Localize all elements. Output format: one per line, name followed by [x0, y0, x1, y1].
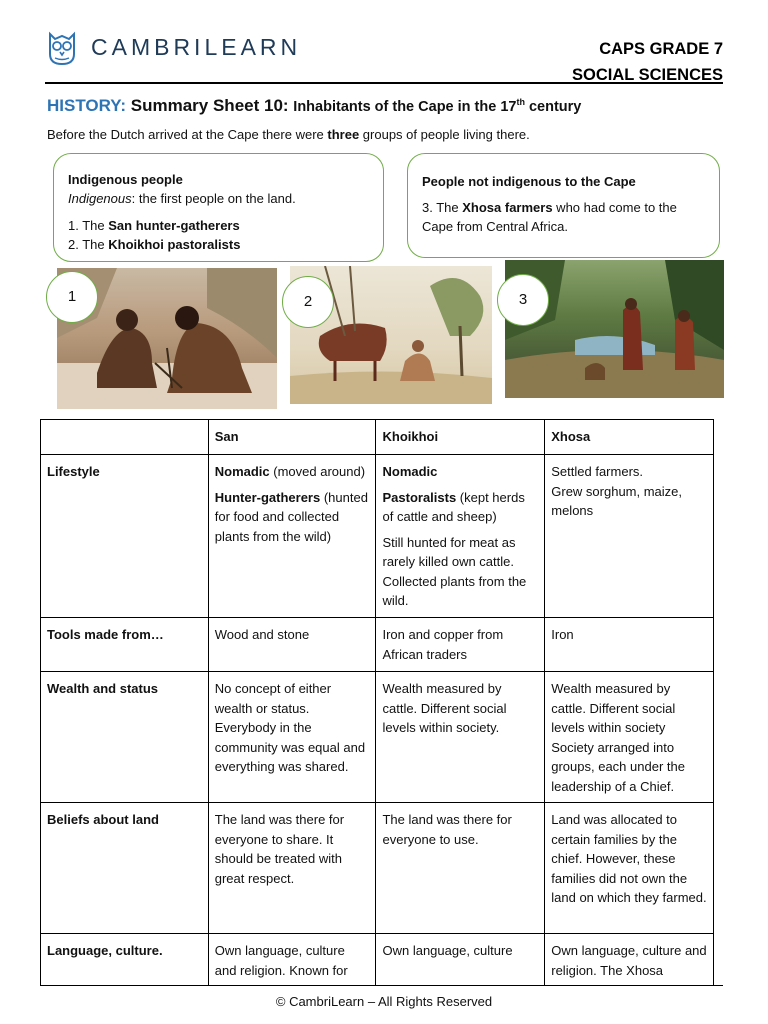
cell-text: Grew sorghum, maize, melons [551, 483, 683, 518]
row-label: Wealth and status [41, 672, 209, 803]
row-label: Lifestyle [41, 455, 209, 618]
definition-term: Indigenous [68, 191, 132, 206]
subject-label: SOCIAL SCIENCES [572, 66, 723, 84]
page-header [45, 26, 723, 84]
indigenous-box [53, 153, 384, 262]
row-label: Language, culture. [41, 934, 209, 986]
table-row [41, 803, 714, 934]
table-cell: The land was there for everyone to use. [376, 803, 545, 934]
list-item-bold: Khoikhoi pastoralists [108, 237, 241, 252]
table-cell: No concept of either wealth or status. Everybody in the community was equal and everything was shared. [208, 672, 376, 803]
list-item-continued: Cape from Central Africa. [422, 219, 568, 234]
cell-text: (moved around) [269, 464, 366, 479]
table-cell: Iron [545, 618, 714, 672]
table-cell [208, 455, 376, 618]
indigenous-definition [68, 191, 296, 206]
header-cell-xhosa: Xhosa [545, 420, 714, 455]
intro-bold: three [327, 127, 360, 142]
photo-label-2: 2 [282, 276, 334, 328]
title-sup: th [516, 97, 525, 108]
cell-text: Settled farmers. [551, 464, 644, 479]
photo-label-3: 3 [497, 274, 549, 326]
non-indigenous-box [407, 153, 720, 258]
cell-bold: Nomadic [214, 464, 270, 479]
table-cell: Wealth measured by cattle. Different social levels within society Society arranged into groups, each under the leadership of a Chief. [545, 672, 714, 803]
list-item-text: who had come to the [552, 200, 677, 215]
table-row [41, 672, 714, 803]
cell-text: Still hunted for meat as rarely killed own cattle. Collected plants from the wild. [382, 534, 527, 608]
title-sub-text: Inhabitants of the Cape in the 17 [293, 99, 517, 115]
table-cell: Land was allocated to certain families by the chief. However, these families did not own the land on which they farmed. [545, 803, 714, 934]
table-cell: Own language, culture [376, 934, 545, 986]
cell-bold: Hunter-gatherers [214, 489, 321, 505]
list-item-prefix: 2. The [68, 237, 109, 252]
comparison-table [40, 419, 714, 986]
intro-after: groups of people living there. [359, 127, 530, 142]
list-item-prefix: 3. The [422, 200, 463, 215]
list-item-bold: San hunter-gatherers [108, 218, 240, 233]
title-prefix: HISTORY: [47, 96, 127, 115]
intro-before: Before the Dutch arrived at the Cape there were [47, 127, 328, 142]
table-cell: Wealth measured by cattle. Different social levels within society. [376, 672, 545, 803]
grade-block [572, 36, 723, 88]
cell-text: (hunted for food and collected plants from the wild) [214, 489, 368, 544]
intro-text [47, 127, 530, 142]
list-item [422, 200, 677, 215]
list-item [68, 237, 240, 252]
table-cell: Own language, culture and religion. Known for [208, 934, 376, 986]
non-indigenous-heading-text: People not indigenous to the Cape [422, 174, 636, 189]
title-sub [293, 99, 581, 115]
definition-text: : the first people on the land. [131, 191, 296, 206]
list-item-prefix: 1. The [68, 218, 109, 233]
cell-bold: Nomadic [382, 464, 438, 479]
table-cell [376, 455, 545, 618]
table-row [41, 455, 714, 618]
indigenous-heading-text: Indigenous people [68, 172, 183, 187]
header-cell-empty [41, 420, 209, 455]
table-cell [545, 455, 714, 618]
list-item [68, 218, 240, 233]
list-item-bold: Xhosa farmers [462, 200, 553, 215]
header-cell-khoikhoi: Khoikhoi [376, 420, 545, 455]
brand-logo [45, 28, 301, 66]
non-indigenous-heading [422, 174, 636, 189]
grade-label: CAPS GRADE 7 [599, 40, 723, 58]
table-row [41, 618, 714, 672]
row-label: Beliefs about land [41, 803, 209, 934]
row-label: Tools made from… [41, 618, 209, 672]
header-cell-san: San [208, 420, 376, 455]
footer-copyright: © CambriLearn – All Rights Reserved [275, 994, 493, 1009]
cell-text: (kept herds of cattle and sheep) [382, 489, 525, 524]
table-row [41, 934, 714, 986]
brand-name: CAMBRILEARN [91, 33, 302, 60]
footer-divider [45, 985, 723, 986]
title-sub-end: century [524, 99, 582, 115]
cell-bold: Pastoralists [382, 489, 457, 505]
photo-label-1: 1 [46, 271, 98, 323]
owl-icon [45, 28, 79, 66]
page-title [47, 96, 581, 116]
table-header-row [41, 420, 714, 455]
title-main: Summary Sheet 10: [130, 96, 289, 115]
table-cell: The land was there for everyone to share. It should be treated with great respect. [208, 803, 376, 934]
table-cell: Own language, culture and religion. The Xhosa [545, 934, 714, 986]
table-cell: Wood and stone [208, 618, 376, 672]
indigenous-heading [68, 172, 183, 187]
table-cell: Iron and copper from African traders [376, 618, 545, 672]
